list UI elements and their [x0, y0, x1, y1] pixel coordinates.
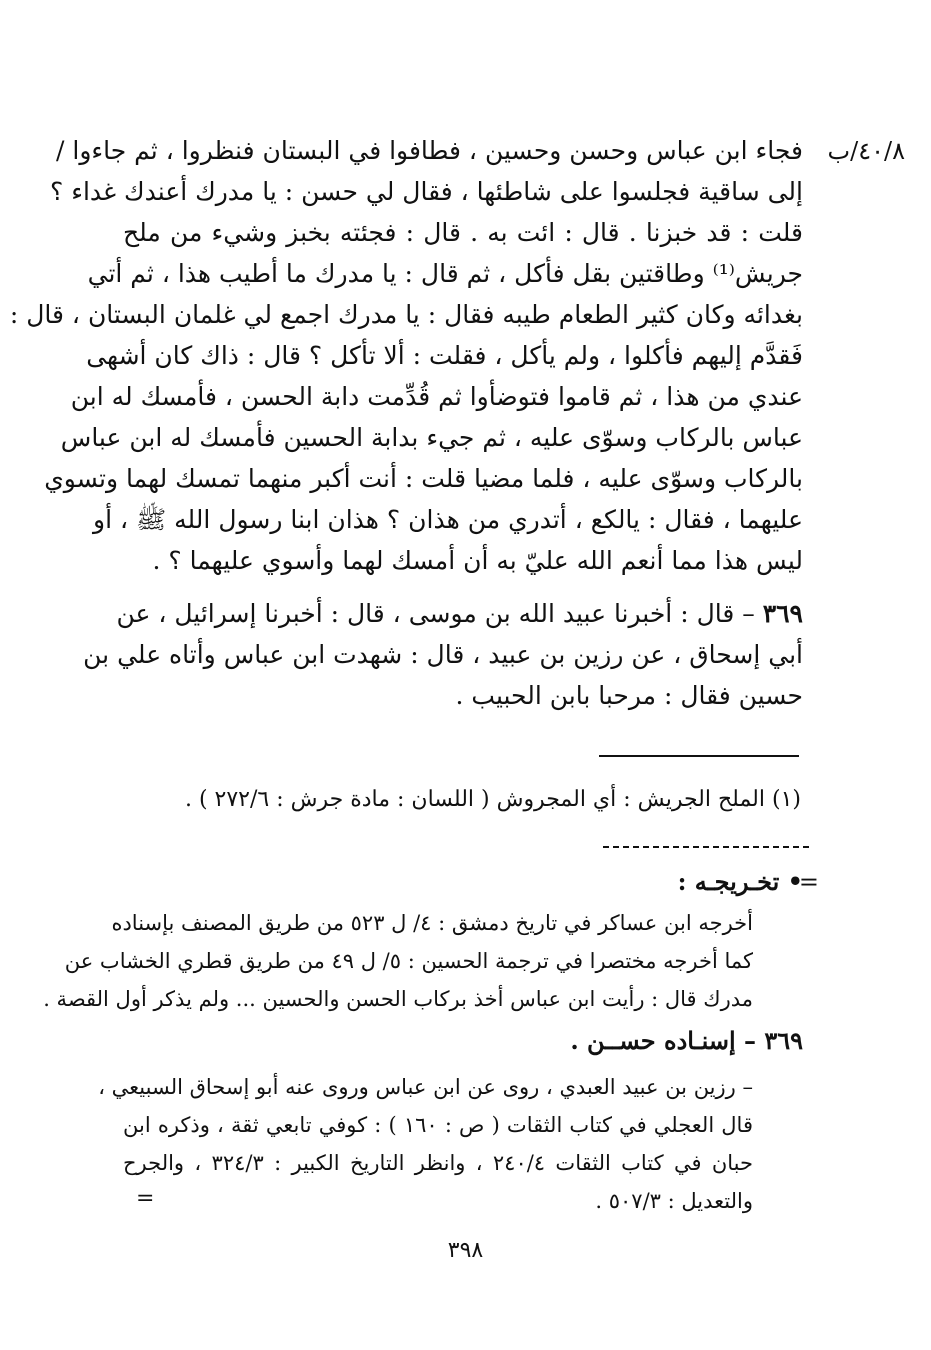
hadith-line: أبي إسحاق ، عن رزين بن عبيد ، قال : شهدت ابن عباس وأتاه علي بن	[83, 640, 803, 669]
takhrij-line: مدرك قال : رأيت ابن عباس أخذ بركاب الحسن والحسين ... ولم يذكر أول القصة .	[43, 987, 753, 1011]
text-line: قلت : قد خبزنا . قال : ائت به . قال : فجئته بخبز وشيء من ملح	[123, 218, 803, 247]
hadith-first-line	[116, 593, 803, 634]
narrator-line: حبان في كتاب الثقات ٢٤٠/٤ ، وانظر التاريخ الكبير : ٣٢٤/٣ ، والجرح	[123, 1151, 754, 1175]
narrator-line: والتعديل : ٥٠٧/٣ .	[595, 1189, 753, 1213]
takhrij-body	[43, 904, 753, 1018]
continuation-mark-top: =	[798, 868, 819, 896]
text-line: ليس هذا مما أنعم الله عليّ به أن أمسك لهما وأسوي عليهما ؟ .	[152, 546, 803, 575]
text-line: عباس بالركاب وسوّى عليه ، ثم جيء بدابة الحسين فأمسك له ابن عباس	[60, 423, 803, 452]
narrator-line: قال العجلي في كتاب الثقات ( ص : ١٦٠ ) : كوفي تابعي ثقة ، وذكره ابن	[123, 1113, 753, 1137]
continuation-mark-bottom: =	[136, 1186, 155, 1211]
text-line: جريش⁽¹⁾ وطاقتين بقل فأكل ، ثم قال : يا مدرك ما أطيب هذا ، ثم أتي	[87, 259, 803, 288]
hadith-line-text: – قال : أخبرنا عبيد الله بن موسى ، قال : أخبرنا إسرائيل ، عن	[116, 599, 755, 628]
narrator-line: – رزين بن عبيد العبدي ، روى عن ابن عباس وروى عنه أبو إسحاق السبيعي ،	[98, 1075, 753, 1099]
main-text-block	[9, 130, 803, 716]
text-line: عندي من هذا ، ثم قاموا فتوضأوا ثم قُدِّمت دابة الحسن ، فأمسك له ابن	[70, 382, 803, 411]
hadith-line: حسين فقال : مرحبا بابن الحبيب .	[455, 681, 803, 710]
footnote: (١) الملح الجريش : أي المجروش ( اللسان : مادة جرش : ٢٧٢/٦ ) .	[184, 787, 801, 812]
footnote-separator	[599, 755, 799, 757]
text-line: بغدائه وكان كثير الطعام طيبه فقال : يا مدرك اجمع لي غلمان البستان ، قال :	[9, 300, 803, 329]
section-separator	[603, 846, 809, 848]
text-line: فجاء ابن عباس وحسن وحسين ، فطافوا في البستان فنظروا ، ثم جاءوا /	[56, 136, 803, 165]
text-line: عليهما ، فقال : يالكع ، أتدري من هذان ؟ هذان ابنا رسول الله ﷺ ، أو	[93, 505, 803, 534]
text-line: فَقدَّم إليهم فأكلوا ، ولم يأكل ، فقلت : ألا تأكل ؟ قال : ذاك كان أشهى	[86, 341, 803, 370]
hadith-number: ٣٦٩	[762, 599, 803, 628]
paragraph-gap	[123, 581, 803, 593]
takhrij-heading: • تخـريجـه :	[677, 867, 803, 896]
takhrij-line: كما أخرجه مختصرا في ترجمة الحسين : ٥/ ل ٤٩ من طريق قطري الخشاب عن	[64, 949, 753, 973]
text-line: بالركاب وسوّى عليه ، فلما مضيا قلت : أنت أكبر منهما تمسك لهما وتسوي	[44, 464, 803, 493]
takhrij-line: أخرجه ابن عساكر في تاريخ دمشق : ٤/ ل ٥٢٣ من طريق المصنف بإسناده	[111, 911, 753, 935]
narrator-notes	[98, 1068, 754, 1220]
text-line: إلى ساقية فجلسوا على شاطئها ، فقال لي حسن : يا مدرك أعندك غداء ؟	[49, 177, 803, 206]
isnad-heading: ٣٦٩ – إسنـاده حســن .	[570, 1026, 803, 1055]
page-number: ٣٩٨	[447, 1238, 484, 1263]
manuscript-margin-reference: ٤٠/٨/ب	[827, 137, 905, 165]
